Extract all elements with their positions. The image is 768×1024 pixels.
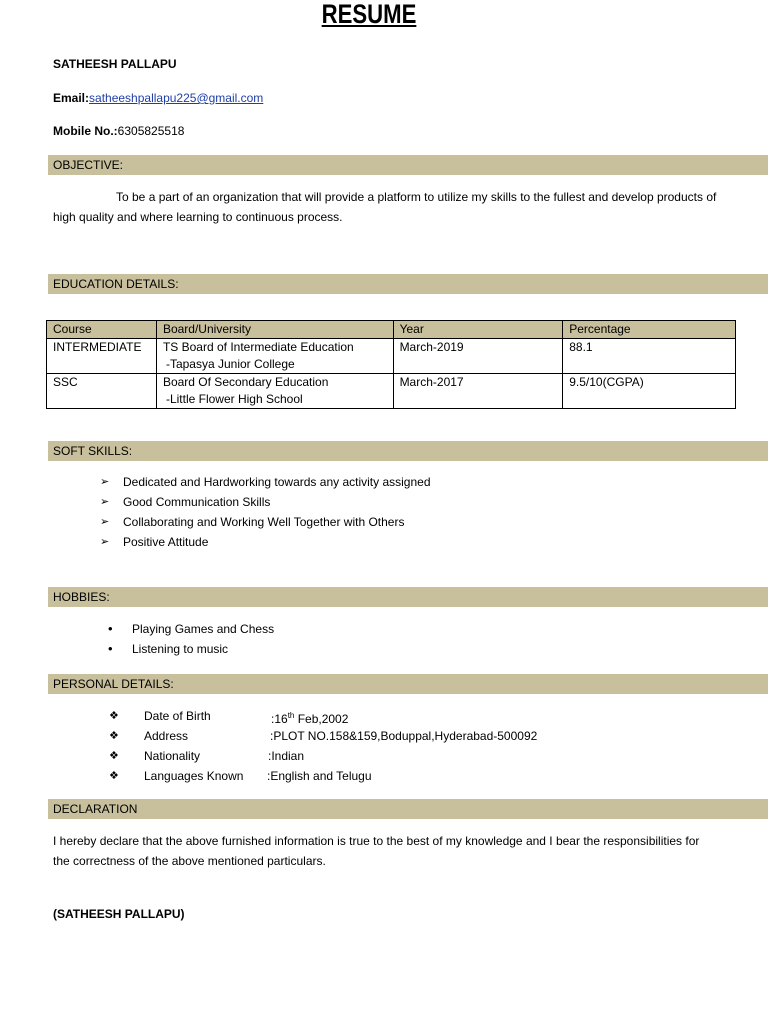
declaration-line-1: I hereby declare that the above furnished information is true to the best of my knowledge and I bear the responsibilities for [53, 834, 700, 848]
dot-bullet-icon: • [108, 621, 113, 636]
diamond-bullet-icon: ❖ [109, 750, 119, 762]
nationality-value: :Indian [268, 749, 305, 763]
soft-skills-heading: SOFT SKILLS: [48, 441, 768, 461]
address-value: :PLOT NO.158&159,Boduppal,Hyderabad-500092 [270, 729, 538, 743]
table-row [47, 374, 736, 409]
board-name: Board Of Secondary Education [162, 375, 329, 389]
skill-text: Good Communication Skills [123, 495, 271, 509]
board-name: TS Board of Intermediate Education [162, 340, 354, 354]
arrow-bullet-icon: ➢ [100, 496, 110, 508]
diamond-bullet-icon: ❖ [109, 730, 119, 742]
percentage-cell: 88.1 [563, 339, 736, 374]
soft-skills-list [100, 472, 431, 552]
email-label: Email: [53, 91, 90, 105]
list-item [100, 532, 431, 552]
dob-label: Date of Birth [144, 709, 211, 723]
diamond-bullet-icon: ❖ [109, 710, 119, 722]
declaration-heading: DECLARATION [48, 799, 768, 819]
diamond-bullet-icon: ❖ [109, 770, 119, 782]
institution-name: -Little Flower High School [165, 392, 303, 406]
languages-label: Languages Known [144, 769, 244, 783]
percentage-cell: 9.5/10(CGPA) [563, 374, 736, 409]
skill-text: Dedicated and Hardworking towards any activity assigned [123, 475, 431, 489]
education-table [46, 320, 736, 409]
arrow-bullet-icon: ➢ [100, 476, 110, 488]
board-cell [156, 339, 393, 374]
objective-line-2: high quality and where learning to continuous process. [53, 210, 343, 224]
objective-line-1: To be a part of an organization that will provide a platform to utilize my skills to the fullest and develop products of [116, 190, 717, 204]
dob-value-day: :16 [271, 712, 288, 726]
column-header-percentage: Percentage [563, 321, 736, 339]
board-cell [156, 374, 393, 409]
email-link[interactable]: satheeshpallapu225@gmail.com [89, 91, 264, 105]
candidate-name: SATHEESH PALLAPU [53, 57, 177, 71]
nationality-label: Nationality [144, 749, 201, 763]
course-cell: INTERMEDIATE [47, 339, 157, 374]
page-title: RESUME [321, 0, 417, 29]
email-line [53, 91, 263, 105]
languages-value: :English and Telugu [267, 769, 372, 783]
objective-heading: OBJECTIVE: [48, 155, 768, 175]
list-item [108, 639, 274, 659]
dob-value-suffix: th [287, 711, 295, 720]
mobile-line [53, 124, 184, 138]
year-cell: March-2019 [393, 339, 563, 374]
dot-bullet-icon: • [108, 641, 113, 656]
list-item [108, 619, 274, 639]
column-header-year: Year [393, 321, 563, 339]
skill-text: Collaborating and Working Well Together with Others [123, 515, 405, 529]
mobile-value: 6305825518 [117, 124, 185, 138]
mobile-label: Mobile No.: [53, 124, 118, 138]
skill-text: Positive Attitude [123, 535, 209, 549]
hobby-text: Playing Games and Chess [132, 622, 275, 636]
declaration-text [53, 831, 765, 871]
hobbies-heading: HOBBIES: [48, 587, 768, 607]
column-header-course: Course [47, 321, 157, 339]
arrow-bullet-icon: ➢ [100, 516, 110, 528]
arrow-bullet-icon: ➢ [100, 536, 110, 548]
course-cell: SSC [47, 374, 157, 409]
column-header-board: Board/University [156, 321, 393, 339]
declaration-line-2: the correctness of the above mentioned particulars. [53, 854, 326, 868]
education-header-row [47, 321, 736, 339]
hobby-text: Listening to music [132, 642, 229, 656]
education-heading: EDUCATION DETAILS: [48, 274, 768, 294]
list-item [100, 472, 431, 492]
year-cell: March-2017 [393, 374, 563, 409]
table-row [47, 339, 736, 374]
personal-details-heading: PERSONAL DETAILS: [48, 674, 768, 694]
list-item [100, 512, 431, 532]
hobbies-list [108, 619, 274, 659]
institution-name: -Tapasya Junior College [165, 357, 295, 371]
signature-name: (SATHEESH PALLAPU) [53, 907, 185, 921]
address-label: Address [144, 729, 189, 743]
objective-text [53, 187, 765, 227]
list-item [100, 492, 431, 512]
dob-value-rest: Feb,2002 [294, 712, 349, 726]
